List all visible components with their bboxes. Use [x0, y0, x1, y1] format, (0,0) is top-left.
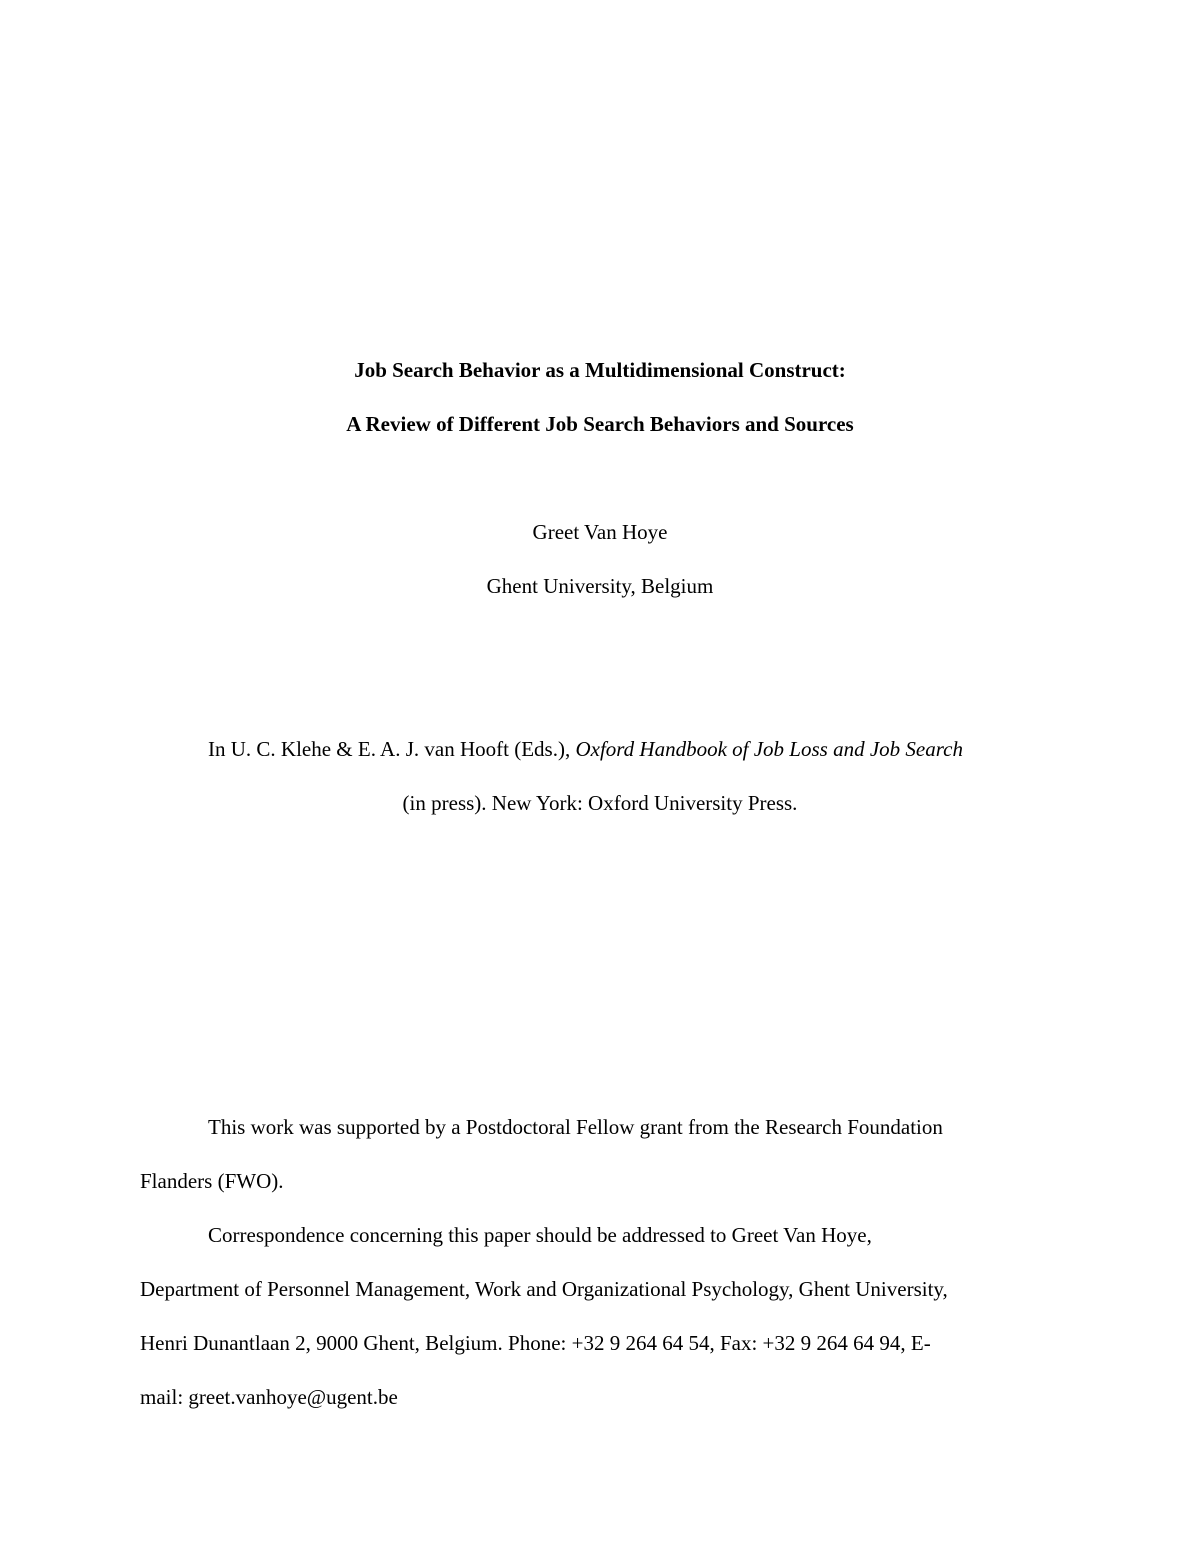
correspondence-line-4: mail: greet.vanhoye@ugent.be — [140, 1385, 398, 1409]
funding-note-line-2: Flanders (FWO). — [140, 1169, 284, 1193]
correspondence-line-1: Correspondence concerning this paper should be addressed to Greet Van Hoye, — [208, 1223, 872, 1247]
correspondence-line-2: Department of Personnel Management, Work and Organizational Psychology, Ghent University, — [140, 1277, 948, 1301]
citation-prefix: In U. C. Klehe & E. A. J. van Hooft (Eds.), — [208, 737, 576, 761]
citation-line-2: (in press). New York: Oxford University Press. — [402, 791, 798, 815]
correspondence-line-3: Henri Dunantlaan 2, 9000 Ghent, Belgium. Phone: +32 9 264 64 54, Fax: +32 9 264 64 94, E- — [140, 1331, 931, 1355]
author-name: Greet Van Hoye — [532, 520, 668, 544]
paper-title-line-2: A Review of Different Job Search Behaviors and Sources — [346, 412, 854, 436]
paper-title-line-1: Job Search Behavior as a Multidimensional Construct: — [354, 358, 846, 382]
author-affiliation: Ghent University, Belgium — [486, 574, 714, 598]
citation-line-1 — [208, 736, 963, 762]
funding-note-line-1: This work was supported by a Postdoctoral Fellow grant from the Research Foundation — [208, 1115, 943, 1139]
citation-book-title: Oxford Handbook of Job Loss and Job Search — [575, 737, 963, 761]
